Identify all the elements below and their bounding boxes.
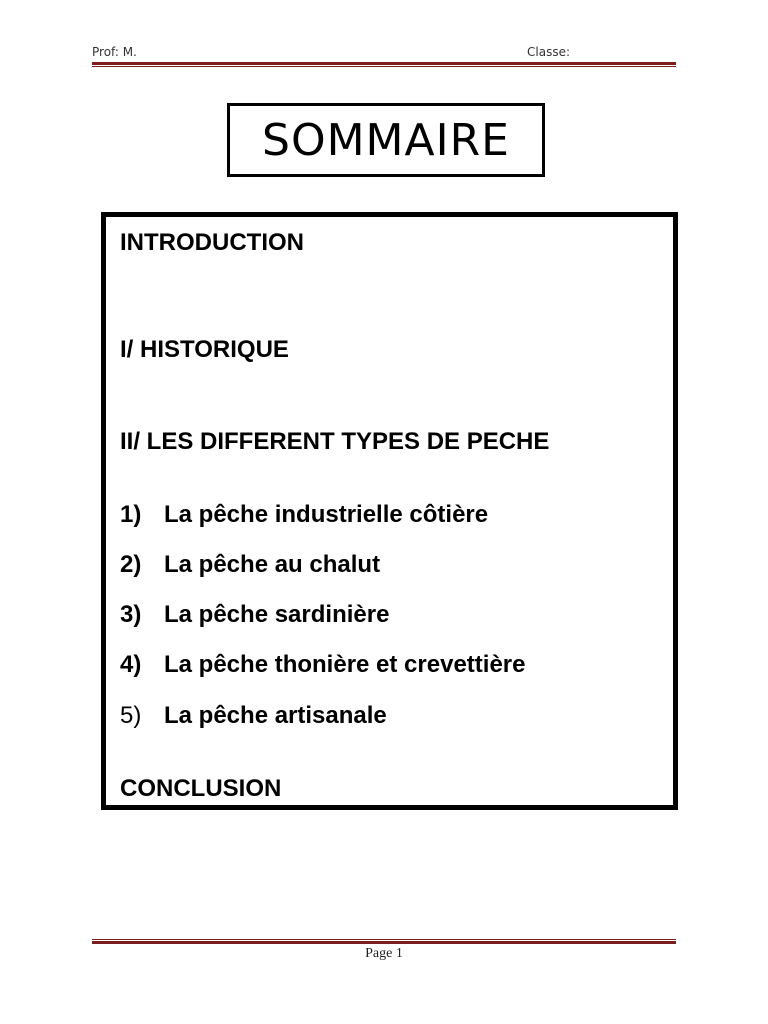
toc-conclusion: CONCLUSION [120,775,282,802]
table-of-contents [101,212,678,810]
toc-item-number: 1) [120,501,142,528]
page-title: SOMMAIRE [262,114,510,166]
toc-item-label: La pêche industrielle côtière [164,501,489,528]
toc-item [120,651,525,679]
title-box [227,103,545,177]
toc-item-number: 4) [120,651,142,678]
toc-item-label: La pêche artisanale [164,702,387,729]
toc-item [120,501,488,529]
toc-item [120,702,387,730]
toc-section-types: II/ LES DIFFERENT TYPES DE PECHE [120,428,550,455]
toc-section-historique: I/ HISTORIQUE [120,336,289,363]
toc-item-label: La pêche au chalut [164,551,381,578]
header-classe: Classe: [527,45,570,59]
toc-introduction: INTRODUCTION [120,229,304,256]
page-number: Page 1 [365,946,403,961]
toc-item [120,601,389,629]
header-rule [92,62,676,68]
header-prof: Prof: M. [92,45,137,59]
toc-item-label: La pêche thonière et crevettière [164,651,526,678]
toc-item-label: La pêche sardinière [164,601,390,628]
toc-item-number: 3) [120,601,142,628]
toc-item-number: 5) [120,702,142,729]
toc-item-number: 2) [120,551,142,578]
footer-rule [92,939,676,945]
toc-item [120,551,380,579]
